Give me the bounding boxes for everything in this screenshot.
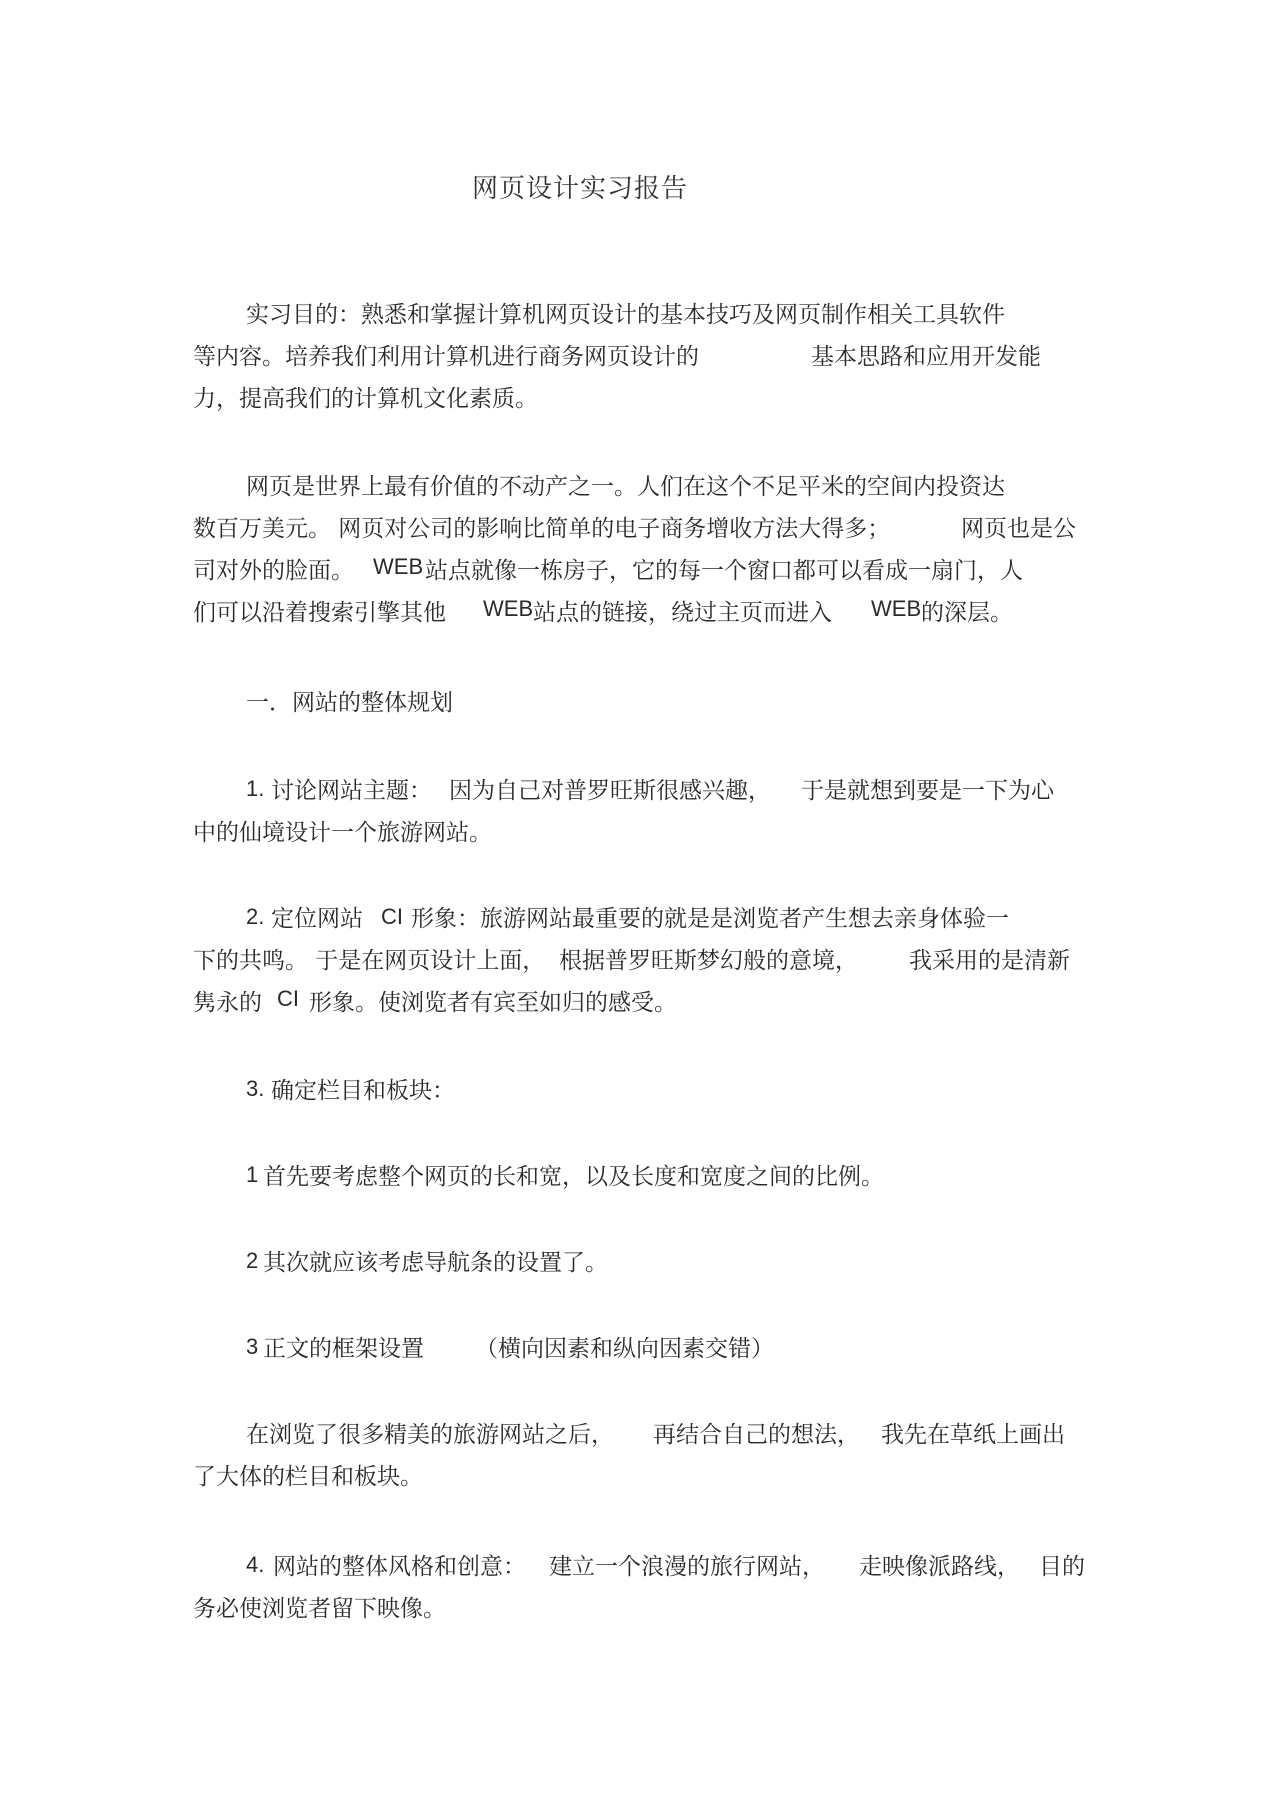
- text-line: 隽永的: [193, 990, 262, 1016]
- text-line: 3: [246, 1334, 259, 1359]
- text-line: 下的共鸣。 于是在网页设计上面，: [193, 948, 546, 974]
- text-line: 再结合自己的想法，: [653, 1422, 860, 1448]
- text-line: 实习目的：熟悉和掌握计算机网页设计的基本技巧及网页制作相关工具软件: [246, 302, 1005, 328]
- text-line: WEB: [483, 596, 534, 621]
- text-line: 司对外的脸面。: [193, 558, 354, 584]
- text-line: 等内容。培养我们利用计算机进行商务网页设计的: [193, 344, 699, 370]
- text-line: 建立一个浪漫的旅行网站，: [549, 1554, 825, 1580]
- text-line: 于是就想到要是一下为心: [801, 778, 1054, 804]
- text-line: 务必使浏览者留下映像。: [193, 1596, 446, 1622]
- text-line: 了大体的栏目和板块。: [193, 1464, 423, 1490]
- text-line: 网站的整体风格和创意：: [273, 1554, 526, 1580]
- text-line: 其次就应该考虑导航条的设置了。: [263, 1250, 608, 1276]
- text-line: 一．网站的整体规划: [246, 690, 453, 716]
- text-line: 定位网站: [271, 906, 363, 932]
- text-line: 们可以沿着搜索引擎其他: [193, 600, 446, 626]
- text-line: 站点的链接，绕过主页而进入: [533, 600, 832, 626]
- text-line: 中的仙境设计一个旅游网站。: [193, 820, 492, 846]
- text-line: 1: [246, 1162, 259, 1187]
- text-line: WEB: [871, 596, 922, 621]
- text-line: 在浏览了很多精美的旅游网站之后，: [246, 1422, 614, 1448]
- text-line: 形象：旅游网站最重要的就是是浏览者产生想去亲身体验一: [411, 906, 1009, 932]
- text-line: 站点就像一栋房子，它的每一个窗口都可以看成一扇门，人: [425, 558, 1023, 584]
- text-line: 首先要考虑整个网页的长和宽，以及长度和宽度之间的比例。: [263, 1164, 884, 1190]
- text-line: 因为自己对普罗旺斯很感兴趣，: [449, 778, 771, 804]
- document-title: 网页设计实习报告: [471, 174, 688, 204]
- text-line: 走映像派路线，: [859, 1554, 1020, 1580]
- text-line: 的深层。: [921, 600, 1013, 626]
- text-line: 3.: [246, 1076, 265, 1101]
- text-line: 网页也是公: [961, 516, 1076, 542]
- text-line: 形象。使浏览者有宾至如归的感受。: [309, 990, 677, 1016]
- text-line: 数百万美元。 网页对公司的影响比简单的电子商务增收方法大得多；: [193, 516, 891, 542]
- text-line: 2: [246, 1248, 259, 1273]
- text-line: 讨论网站主题：: [271, 778, 432, 804]
- text-line: 网页是世界上最有价值的不动产之一。人们在这个不足平米的空间内投资达: [246, 474, 1005, 500]
- text-line: 确定栏目和板块：: [271, 1078, 455, 1104]
- text-line: 正文的框架设置: [263, 1336, 424, 1362]
- text-line: 我采用的是清新: [909, 948, 1070, 974]
- text-line: 4.: [246, 1552, 265, 1577]
- text-line: 基本思路和应用开发能: [811, 344, 1041, 370]
- text-line: CI: [277, 986, 299, 1011]
- text-line: （横向因素和纵向因素交错）: [475, 1336, 774, 1362]
- text-line: 目的: [1039, 1554, 1085, 1580]
- text-line: 力，提高我们的计算机文化素质。: [193, 386, 538, 412]
- text-line: 我先在草纸上画出: [881, 1422, 1065, 1448]
- text-line: 2.: [246, 904, 265, 929]
- text-line: CI: [381, 904, 403, 929]
- text-line: 根据普罗旺斯梦幻般的意境，: [559, 948, 858, 974]
- text-line: WEB: [373, 554, 424, 579]
- text-line: 1.: [246, 776, 265, 801]
